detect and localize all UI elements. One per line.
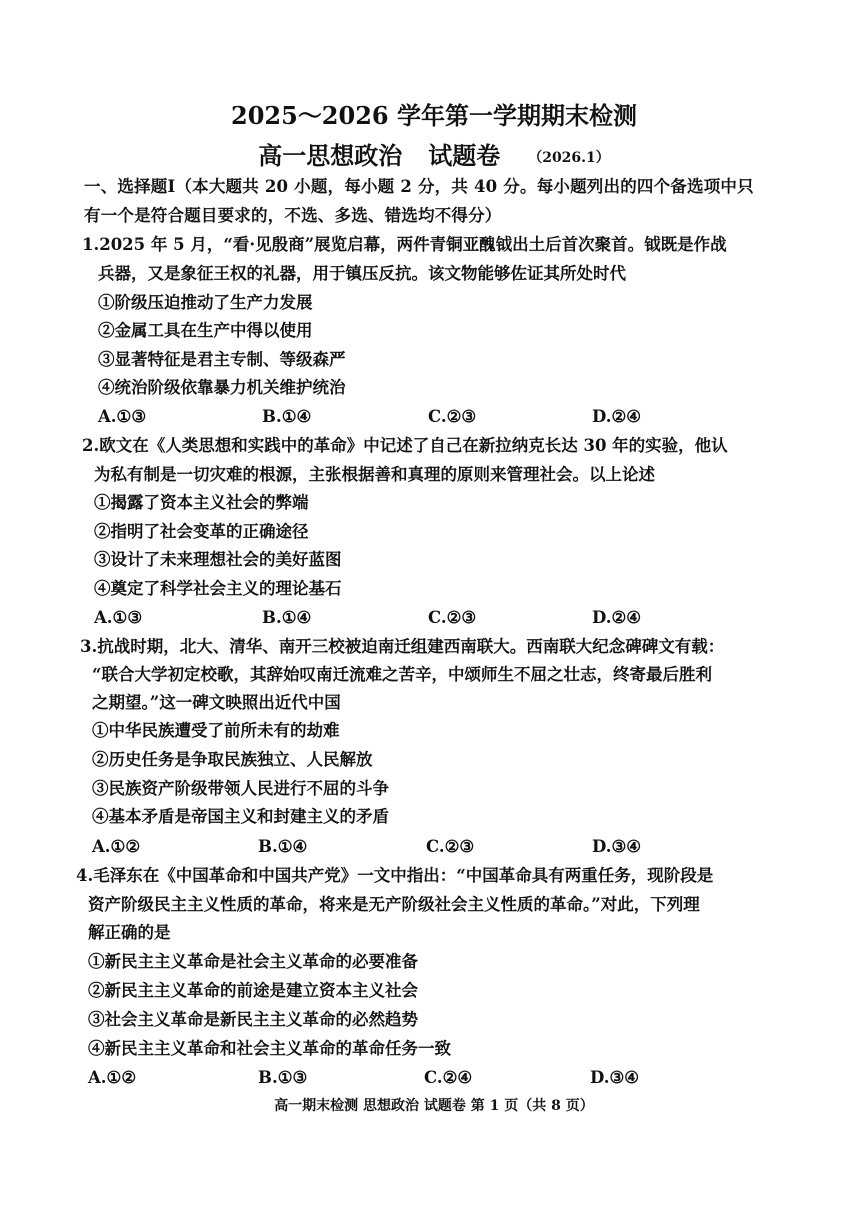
q3-item-2: ②历史任务是争取民族独立、人民解放: [92, 750, 373, 769]
q2-stem-line-2: 为私有制是一切灾难的根源，主张根据善和真理的原则来管理社会。以上论述: [94, 465, 655, 484]
q3-option-b: B.①④: [258, 837, 308, 856]
q1-option-d: D.②④: [592, 407, 642, 426]
q4-option-d: D.③④: [590, 1068, 640, 1087]
q4-stem-line-1: 4.毛泽东在《中国革命和中国共产党》一文中指出：“中国革命具有两重任务，现阶段是: [76, 866, 714, 885]
q3-option-d: D.③④: [592, 837, 642, 856]
q1-option-b: B.①④: [262, 407, 312, 426]
q2-option-d: D.②④: [592, 608, 642, 627]
q1-option-c: C.②③: [428, 407, 477, 426]
q1-stem-line-2: 兵器，又是象征王权的礼器，用于镇压反抗。该文物能够佐证其所处时代: [98, 264, 626, 283]
exam-date: （2026.1）: [528, 150, 610, 166]
q1-item-1: ①阶级压迫推动了生产力发展: [98, 293, 313, 312]
exam-subtitle: [0, 140, 868, 174]
q1-stem-line-1: 1.2025 年 5 月，“看·见殷商”展览启幕，两件青铜亚醜钺出土后首次聚首。钺既是作战: [82, 235, 727, 254]
q3-stem-line-1: 3.抗战时期，北大、清华、南开三校被迫南迁组建西南联大。西南联大纪念碑碑文有载：: [80, 637, 725, 656]
q3-item-3: ③民族资产阶级带领人民进行不屈的斗争: [92, 779, 389, 798]
q2-option-c: C.②③: [428, 608, 477, 627]
q3-option-c: C.②③: [426, 837, 475, 856]
q4-item-3: ③社会主义革命是新民主主义革命的必然趋势: [88, 1010, 418, 1029]
paper-type: 试题卷: [428, 141, 501, 170]
q4-item-4: ④新民主主义革命和社会主义革命的革命任务一致: [88, 1039, 451, 1058]
q1-item-4: ④统治阶级依靠暴力机关维护统治: [98, 378, 346, 397]
q4-stem-line-3: 解正确的是: [88, 923, 171, 942]
q1-item-3: ③显著特征是君主专制、等级森严: [98, 350, 346, 369]
q3-item-1: ①中华民族遭受了前所未有的劫难: [92, 721, 340, 740]
q3-option-a: A.①②: [92, 837, 141, 856]
section-instruction-line-2: 有一个是符合题目要求的，不选、多选、错选均不得分）: [84, 206, 502, 225]
q2-stem-line-1: 2.欧文在《人类思想和实践中的革命》中记述了自己在新拉纳克长达 30 年的实验，他认: [82, 436, 728, 455]
q3-stem-line-3: 之期望。”这一碑文映照出近代中国: [92, 693, 341, 712]
q2-option-a: A.①③: [94, 608, 143, 627]
q2-item-2: ②指明了社会变革的正确途径: [94, 522, 309, 541]
q2-item-1: ①揭露了资本主义社会的弊端: [94, 493, 309, 512]
q2-option-b: B.①④: [262, 608, 312, 627]
q2-item-4: ④奠定了科学社会主义的理论基石: [94, 579, 342, 598]
q4-stem-line-2: 资产阶级民主主义性质的革命，将来是无产阶级社会主义性质的革命。”对此，下列理: [88, 895, 700, 914]
q3-item-4: ④基本矛盾是帝国主义和封建主义的矛盾: [92, 807, 389, 826]
subject-name: 高一思想政治: [258, 141, 403, 170]
q4-item-1: ①新民主主义革命是社会主义革命的必要准备: [88, 952, 418, 971]
q3-stem-line-2: “联合大学初定校歌，其辞始叹南迁流难之苦辛，中颂师生不屈之壮志，终寄最后胜利: [92, 665, 712, 684]
q4-option-c: C.②④: [424, 1068, 473, 1087]
q4-item-2: ②新民主主义革命的前途是建立资本主义社会: [88, 981, 418, 1000]
q1-option-a: A.①③: [98, 407, 147, 426]
q4-option-a: A.①②: [88, 1068, 137, 1087]
page-footer: 高一期末检测 思想政治 试题卷 第 1 页（共 8 页）: [274, 1098, 594, 1114]
section-instruction-line-1: 一、选择题Ⅰ（本大题共 20 小题，每小题 2 分，共 40 分。每小题列出的四个备选项中只: [84, 177, 754, 196]
exam-title: 2025～2026 学年第一学期期末检测: [231, 101, 637, 130]
q4-option-b: B.①③: [258, 1068, 308, 1087]
q2-item-3: ③设计了未来理想社会的美好蓝图: [94, 550, 342, 569]
q1-item-2: ②金属工具在生产中得以使用: [98, 321, 313, 340]
